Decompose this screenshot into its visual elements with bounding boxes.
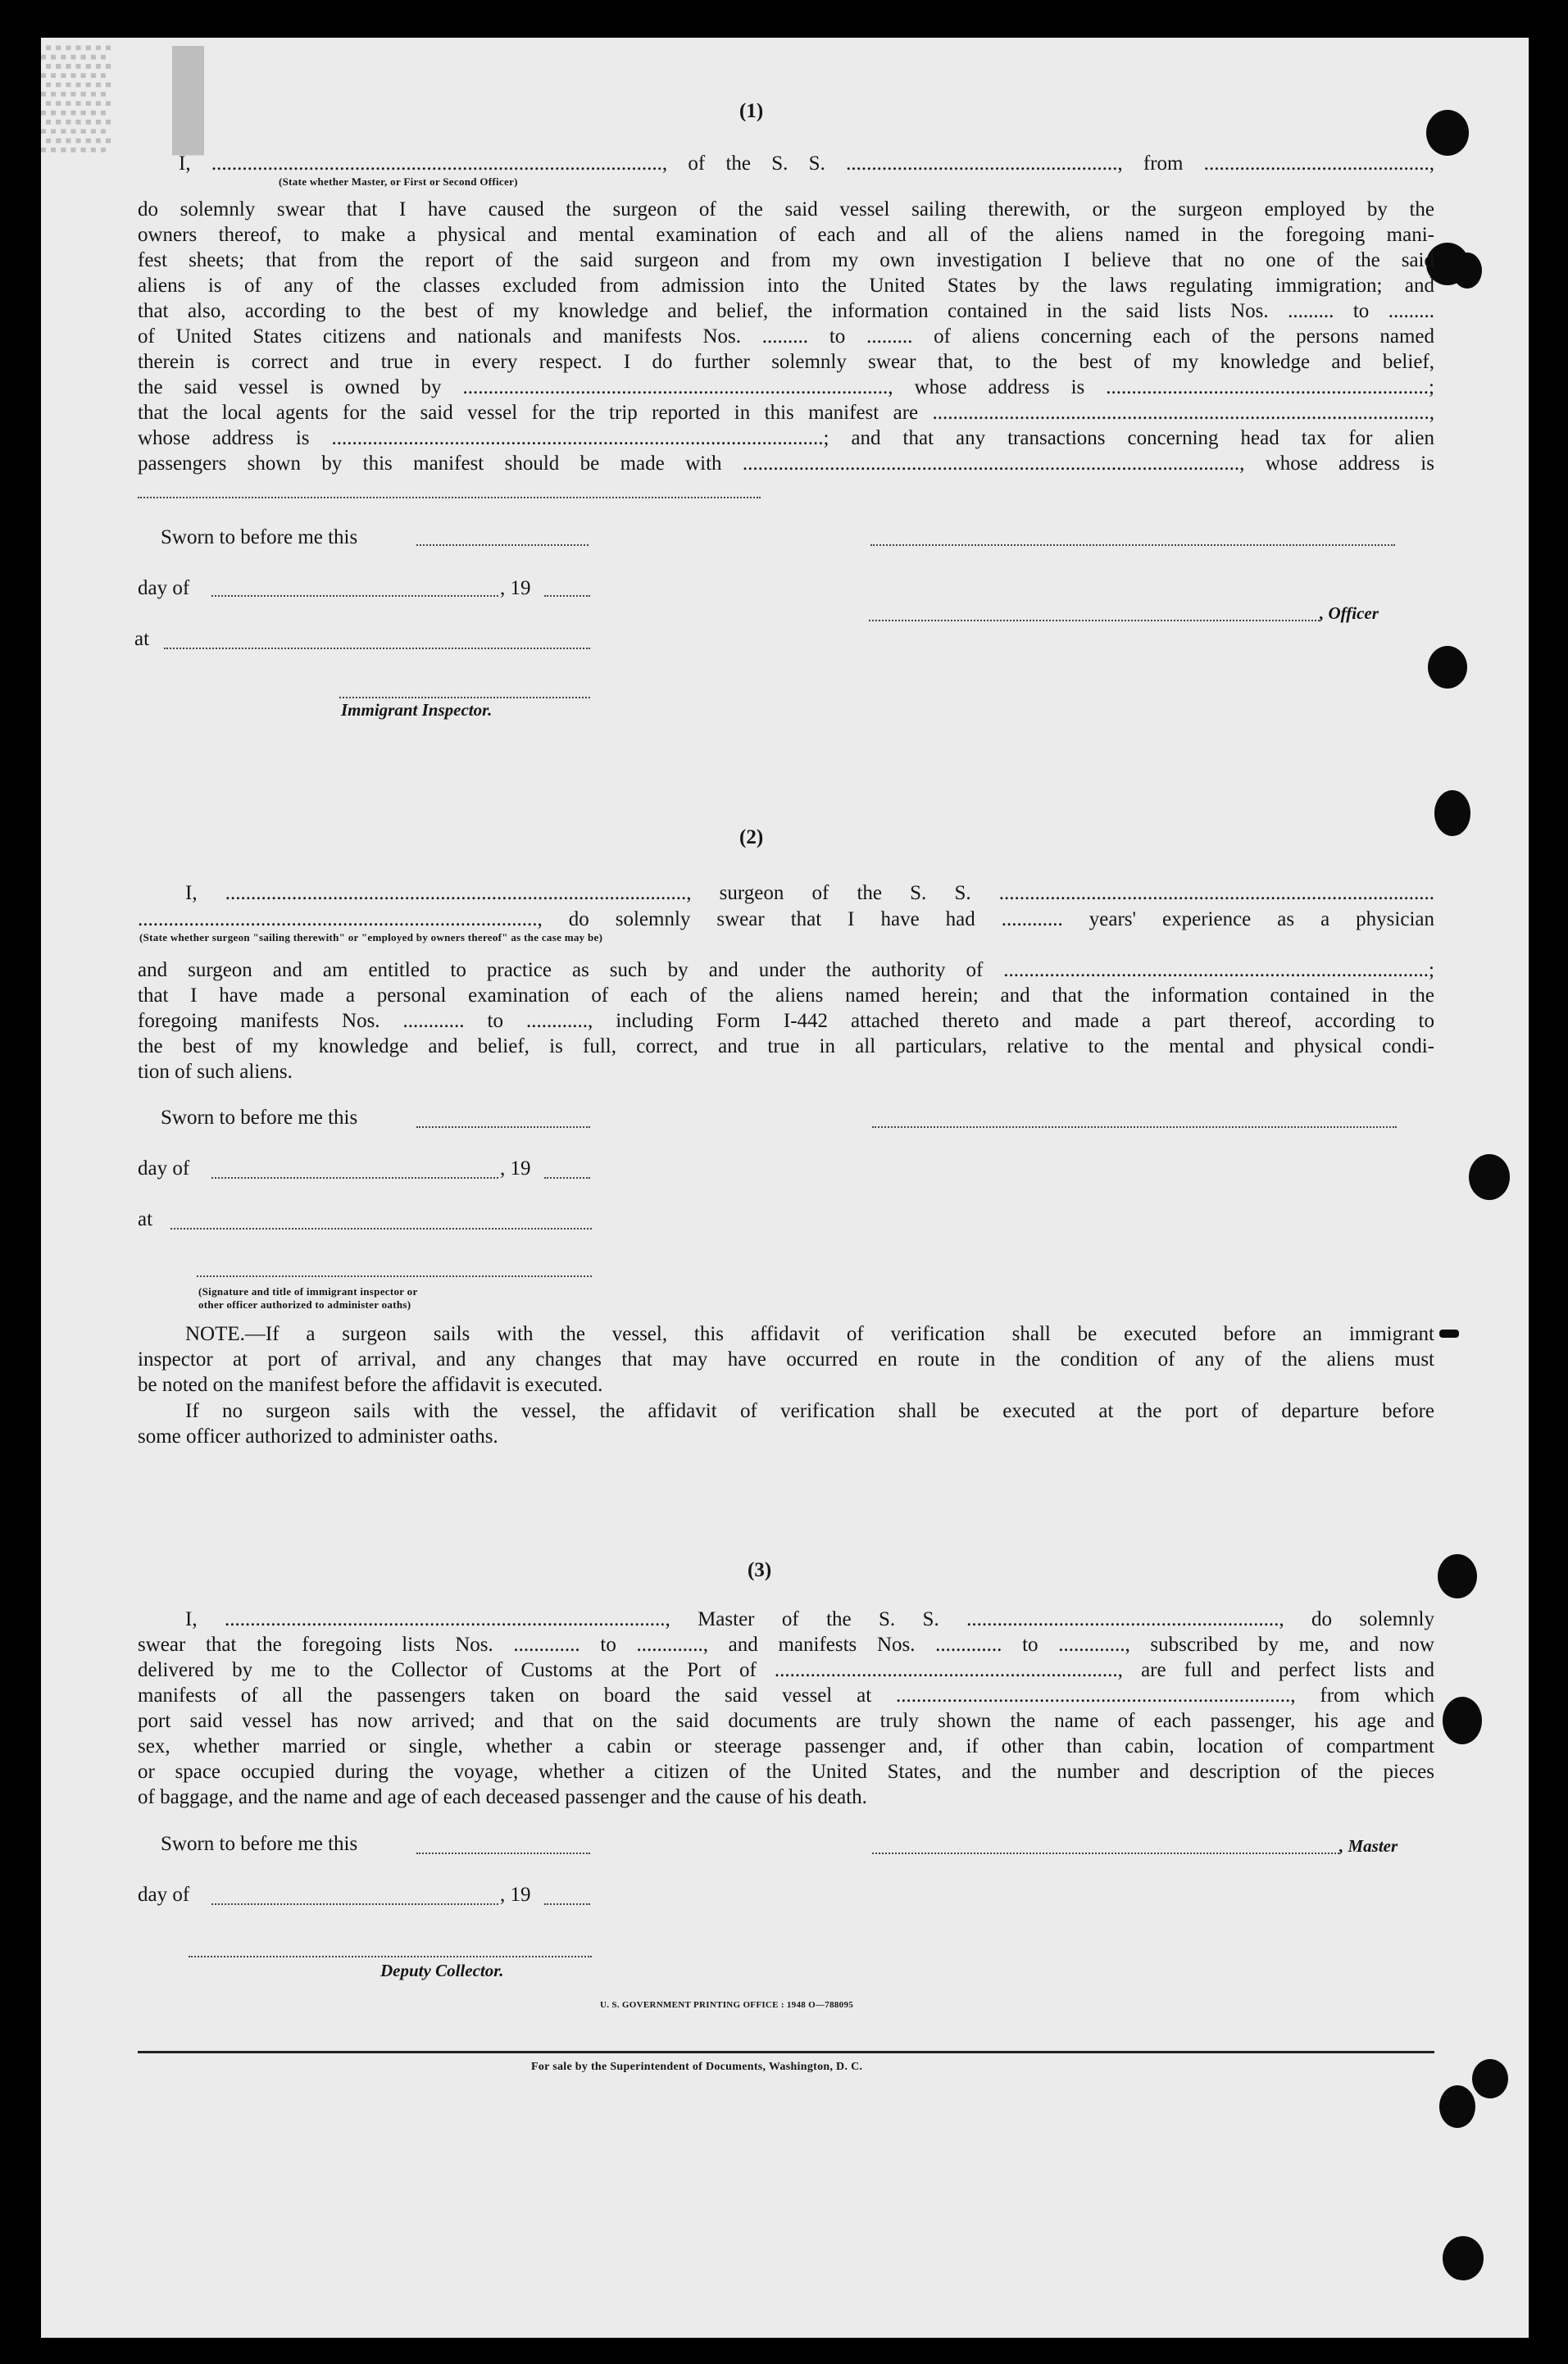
surgeon-signature-field[interactable] (872, 1126, 1397, 1128)
sale-notice: For sale by the Superintendent of Documents, Washington, D. C. (531, 2061, 863, 2073)
sworn-label: Sworn to before me this (161, 526, 358, 548)
punch-hole (1443, 1697, 1482, 1744)
section-number: (1) (739, 100, 764, 122)
field-caption: (State whether surgeon "sailing therewith" or "employed by owners thereof" as the case may be) (139, 931, 603, 943)
punch-hole (1472, 2059, 1508, 2098)
form-line: .............................................................................., do solemnly swear that I have had ............ years' experience as a physician (138, 908, 1434, 930)
para-line: sex, whether married or single, whether a cabin or steerage passenger and, if other than cabin, location of compartment (138, 1735, 1434, 1757)
officer-field[interactable] (869, 620, 1320, 621)
para-line: port said vessel has now arrived; and that on the said documents are truly shown the name of each passenger, his age and (138, 1710, 1434, 1732)
sworn-date-field[interactable] (416, 1853, 590, 1854)
month-field[interactable] (211, 595, 498, 597)
para-line: manifests of all the passengers taken on board the said vessel at ............................................................................., from which (138, 1684, 1434, 1707)
note-line: If no surgeon sails with the vessel, the affidavit of verification shall be executed at the port of departure before (185, 1400, 1434, 1422)
para-line: swear that the foregoing lists Nos. ............. to ............., and manifests Nos. ............. to ............., subscribed by me, and now (138, 1634, 1434, 1656)
day-of-label: day of (138, 577, 190, 599)
sworn-label: Sworn to before me this (161, 1107, 358, 1129)
para-line: do solemnly swear that I have caused the surgeon of the said vessel sailing therewith, or the surgeon employed by the (138, 198, 1434, 220)
month-field[interactable] (211, 1903, 498, 1905)
punch-hole (1426, 110, 1469, 156)
form-line: I, ........................................................................................, of the S. S. ....................................................., from ............................................, (179, 152, 1434, 175)
punch-hole (1428, 646, 1467, 689)
year-field[interactable] (544, 595, 590, 597)
collector-signature-field[interactable] (189, 1956, 592, 1957)
punch-hole (1469, 1154, 1510, 1200)
para-line: or space occupied during the voyage, whether a citizen of the United States, and the number and description of the pieces (138, 1761, 1434, 1783)
section-number: (3) (748, 1559, 772, 1581)
at-label: at (134, 628, 150, 650)
sworn-date-field[interactable] (416, 1126, 590, 1128)
para-line: aliens is of any of the classes excluded from admission into the United States by the laws regulating immigration; and (138, 275, 1434, 297)
signature-caption: other officer authorized to administer oaths) (198, 1298, 411, 1311)
para-line: and surgeon and am entitled to practice as such by and under the authority of ...................................................................................; (138, 959, 1434, 981)
master-label: , Master (1339, 1836, 1398, 1856)
para-line: delivered by me to the Collector of Customs at the Port of ..................................................................., are full and perfect lists and (138, 1659, 1434, 1681)
day-of-label: day of (138, 1157, 190, 1180)
para-line: of United States citizens and nationals and manifests Nos. ......... to ......... of aliens concerning each of the persons named (138, 325, 1434, 348)
bleed-through-mark: ▌ (172, 48, 236, 148)
printing-office-imprint: U. S. GOVERNMENT PRINTING OFFICE : 1948 O—788095 (600, 2000, 854, 2010)
note-line: be noted on the manifest before the affidavit is executed. (138, 1374, 603, 1396)
para-line: the said vessel is owned by ..................................................................................., whose address is ...............................................................; (138, 376, 1434, 398)
year-label: , 19 (500, 577, 531, 599)
year-field[interactable] (544, 1177, 590, 1179)
day-of-label: day of (138, 1884, 190, 1906)
punch-hole (1443, 2236, 1484, 2280)
place-field[interactable] (170, 1228, 592, 1230)
para-line: whose address is ................................................................................................; and that any transactions concerning head tax for alien (138, 427, 1434, 449)
officer-signature-field[interactable] (870, 544, 1395, 546)
year-field[interactable] (544, 1903, 590, 1905)
para-line: therein is correct and true in every respect. I do further solemnly swear that, to the best of my knowledge and belief, (138, 351, 1434, 373)
master-signature-field[interactable] (872, 1853, 1339, 1854)
note-line: NOTE.—If a surgeon sails with the vessel, this affidavit of verification shall be executed before an immigrant (185, 1323, 1434, 1345)
form-line: I, .........................................................................................., surgeon of the S. S. ..................................................................................... (185, 882, 1434, 904)
at-label: at (138, 1208, 153, 1230)
para-line: that also, according to the best of my knowledge and belief, the information contained in the said lists Nos. ......... to ......... (138, 300, 1434, 322)
para-line: of baggage, and the name and age of each deceased passenger and the cause of his death. (138, 1786, 867, 1808)
year-label: , 19 (500, 1884, 531, 1906)
signature-caption: (Signature and title of immigrant inspector or (198, 1285, 418, 1298)
para-line: passengers shown by this manifest should be made with ................................................................................................., whose address is (138, 452, 1434, 475)
sworn-label: Sworn to before me this (161, 1833, 358, 1855)
punch-hole (1438, 1554, 1477, 1598)
para-line: tion of such aliens. (138, 1061, 293, 1083)
inspector-signature-field[interactable] (197, 1275, 592, 1277)
para-line: that the local agents for the said vessel for the trip reported in this manifest are ................................................................................................., (138, 402, 1434, 424)
para-line: that I have made a personal examination of each of the aliens named herein; and that the information contained in the (138, 984, 1434, 1007)
para-line: owners thereof, to make a physical and mental examination of each and all of the aliens named in the foregoing mani- (138, 224, 1434, 246)
para-line: fest sheets; that from the report of the said surgeon and from my own investigation I believe that no one of the said (138, 249, 1434, 271)
place-field[interactable] (164, 648, 590, 649)
para-line: the best of my knowledge and belief, is full, correct, and true in all particulars, relative to the mental and physical condi- (138, 1035, 1434, 1057)
punch-hole (1439, 2085, 1475, 2128)
note-line: inspector at port of arrival, and any changes that may have occurred en route in the condition of any of the aliens must (138, 1348, 1434, 1371)
section-number: (2) (739, 826, 764, 848)
month-field[interactable] (211, 1177, 498, 1179)
punch-hole (1439, 1330, 1459, 1338)
blank-line (138, 497, 761, 498)
field-caption: (State whether Master, or First or Second Officer) (279, 175, 518, 188)
year-label: , 19 (500, 1157, 531, 1180)
form-page (41, 38, 1529, 2338)
officer-label: , Officer (1320, 603, 1379, 623)
punch-hole (1452, 252, 1482, 289)
para-line: I, ......................................................................................, Master of the S. S. ............................................................., do solemnly (185, 1608, 1434, 1630)
sworn-date-field[interactable] (416, 544, 589, 546)
footer-rule (138, 2051, 1434, 2053)
inspector-signature-field[interactable] (339, 697, 590, 698)
punch-hole (1434, 790, 1470, 836)
para-line: foregoing manifests Nos. ............ to ............, including Form I-442 attached thereto and made a part thereof, according to (138, 1010, 1434, 1032)
inspector-label: Immigrant Inspector. (341, 700, 493, 720)
collector-label: Deputy Collector. (380, 1961, 504, 1980)
note-line: some officer authorized to administer oaths. (138, 1425, 498, 1448)
bleed-through-mark: ▒ (41, 39, 111, 148)
